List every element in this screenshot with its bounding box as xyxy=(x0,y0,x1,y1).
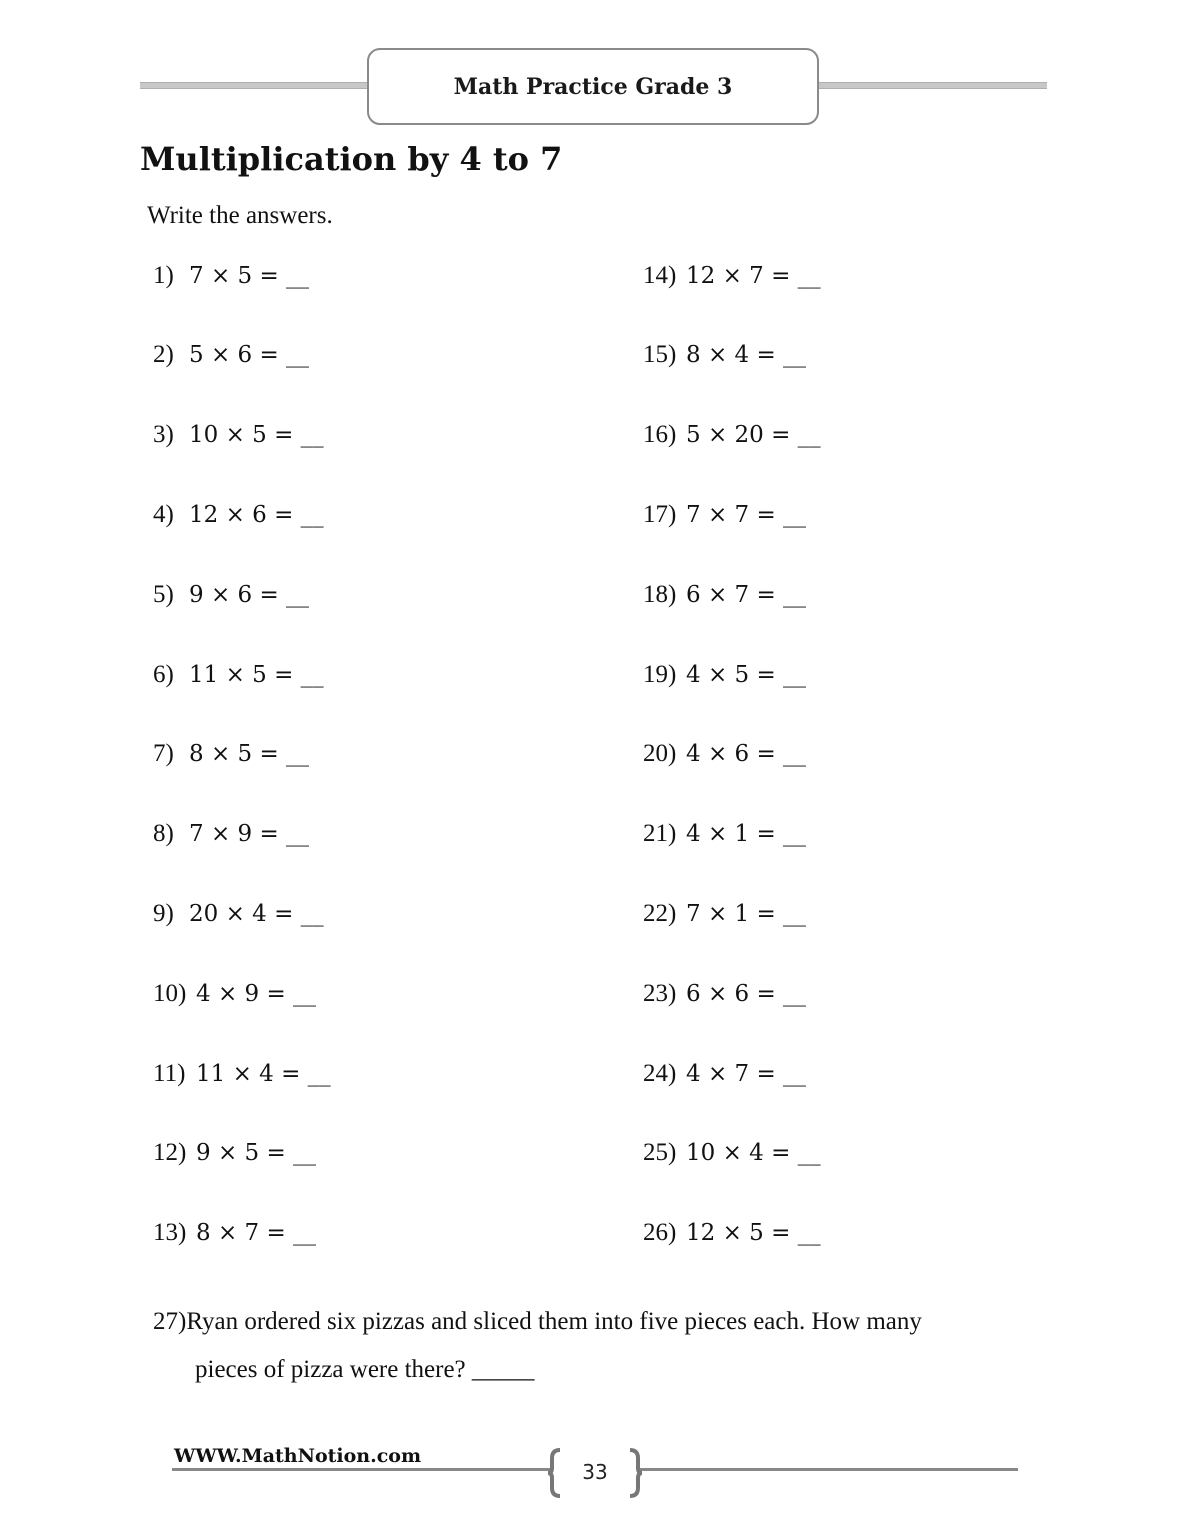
header-title: Math Practice Grade 3 xyxy=(453,73,733,100)
problem-item: 1) 7 × 5 = __ xyxy=(153,262,310,289)
problem-item: 11) 11 × 4 = __ xyxy=(153,1060,331,1087)
problem-item: 24) 4 × 7 = __ xyxy=(643,1060,807,1087)
problem-item: 9) 20 × 4 = __ xyxy=(153,900,324,927)
problem-item: 13) 8 × 7 = __ xyxy=(153,1219,317,1246)
problem-item: 19) 4 × 5 = __ xyxy=(643,661,807,688)
footer-site: WWW.MathNotion.com xyxy=(174,1445,422,1467)
header-rule-right xyxy=(818,82,1047,89)
problem-item: 7) 8 × 5 = __ xyxy=(153,740,310,767)
problem-item: 22) 7 × 1 = __ xyxy=(643,900,807,927)
problem-item: 20) 4 × 6 = __ xyxy=(643,740,807,767)
problem-item: 6) 11 × 5 = __ xyxy=(153,661,324,688)
instruction-text: Write the answers. xyxy=(147,202,333,229)
problem-item: 23) 6 × 6 = __ xyxy=(643,980,807,1007)
header-rule-left xyxy=(140,82,368,89)
problem-item: 14) 12 × 7 = __ xyxy=(643,262,821,289)
problem-item: 12) 9 × 5 = __ xyxy=(153,1139,317,1166)
problem-item: 5) 9 × 6 = __ xyxy=(153,581,310,608)
word-problem-line2: pieces of pizza were there? _____ xyxy=(195,1356,535,1383)
page-number: 33 xyxy=(582,1460,608,1484)
problem-item: 2) 5 × 6 = __ xyxy=(153,341,310,368)
problem-item: 18) 6 × 7 = __ xyxy=(643,581,807,608)
word-problem-number: 27) xyxy=(153,1308,187,1335)
problem-item: 21) 4 × 1 = __ xyxy=(643,820,807,847)
word-problem-line1: Ryan ordered six pizzas and sliced them into five pieces each. How many xyxy=(186,1308,922,1335)
problem-item: 17) 7 × 7 = __ xyxy=(643,501,807,528)
problem-item: 16) 5 × 20 = __ xyxy=(643,421,821,448)
problem-item: 15) 8 × 4 = __ xyxy=(643,341,807,368)
problem-item: 4) 12 × 6 = __ xyxy=(153,501,324,528)
footer-rule-left xyxy=(172,1468,552,1471)
problem-item: 10) 4 × 9 = __ xyxy=(153,980,317,1007)
worksheet-title: Multiplication by 4 to 7 xyxy=(140,140,563,178)
problem-item: 26) 12 × 5 = __ xyxy=(643,1219,821,1246)
problem-item: 25) 10 × 4 = __ xyxy=(643,1139,821,1166)
problem-item: 3) 10 × 5 = __ xyxy=(153,421,324,448)
word-problem xyxy=(153,1298,1033,1394)
problem-item: 8) 7 × 9 = __ xyxy=(153,820,310,847)
footer-rule-right xyxy=(638,1468,1018,1471)
header-title-box xyxy=(367,48,819,125)
